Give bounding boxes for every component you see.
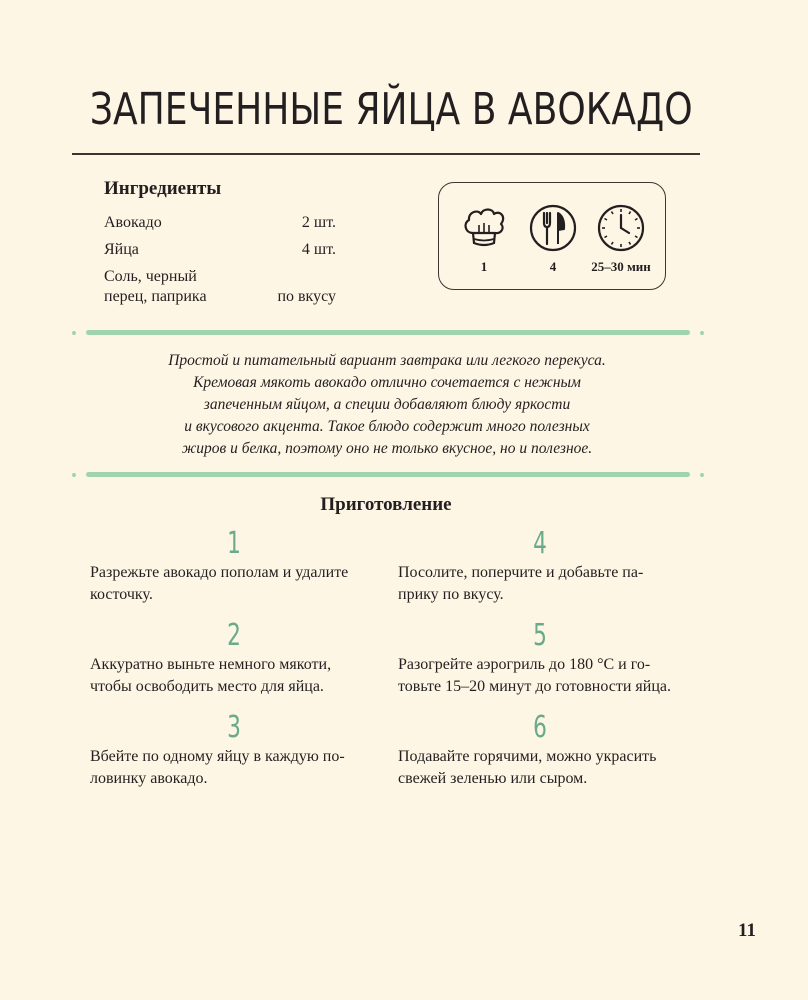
ingredients-heading: Ингредиенты [104,178,222,199]
step-number: 2 [227,618,241,653]
step-line: Вбейте по одному яйцу в каждую по- [90,748,345,765]
step-line: товьте 15–20 минут до готовности яйца. [398,678,671,695]
intro-line: Кремовая мякоть авокадо отлично сочетается с нежным [193,374,581,391]
ingredient-name: Соль, черный [104,268,197,285]
step-text [90,654,380,698]
step-line: прику по вкусу. [398,586,504,603]
intro-line: запеченным яйцом, а специи добавляют блюду яркости [203,396,571,413]
step-text [90,746,380,790]
plate-fork-knife-icon [528,203,578,253]
portions-count: 4 [549,259,557,274]
ingredient-name: Авокадо [104,214,162,231]
ingredient-qty: 2 шт. [301,214,336,231]
cooking-time: 25–30 мин [591,259,651,274]
recipe-info-box [438,182,666,290]
intro-line: Простой и питательный вариант завтрака или легкого перекуса. [168,352,606,369]
recipe-intro [90,350,684,460]
ingredient-qty: 4 шт. [301,241,336,258]
step-number: 6 [533,710,547,745]
ingredient-name: Яйца [104,241,139,258]
step-line: чтобы освободить место для яйца. [90,678,324,695]
step-text [398,562,688,606]
step-number: 4 [533,526,547,561]
page-number: 11 [738,920,756,941]
step-line: косточку. [90,586,153,603]
decorative-divider [72,472,704,478]
step-line: Аккуратно выньте немного мякоти, [90,656,332,673]
step-text [398,746,688,790]
title-divider [72,153,700,155]
servings-count: 1 [480,259,488,274]
recipe-title: ЗАПЕЧЕННЫЕ ЯЙЦА В АВОКАДО [89,84,693,135]
step-number: 1 [227,526,241,561]
step-line: свежей зеленью или сыром. [398,770,588,787]
step-line: ловинку авокадо. [90,770,208,787]
preparation-heading: Приготовление [320,494,452,515]
step-line: Разогрейте аэрогриль до 180 °С и го- [398,656,651,673]
intro-line: и вкусового акцента. Такое блюдо содержит много полезных [184,418,590,435]
intro-line: жиров и белка, поэтому оно не только вкусное, но и полезное. [181,440,593,457]
step-text [398,654,688,698]
step-line: Посолите, поперчите и добавьте па- [398,564,644,581]
ingredient-name: перец, паприка [104,288,207,305]
step-line: Подавайте горячими, можно украсить [398,748,657,765]
step-number: 5 [533,618,547,653]
ingredient-qty: по вкусу [277,288,336,305]
chef-hat-icon [459,203,509,253]
clock-icon [596,203,646,253]
step-number: 3 [227,710,241,745]
step-text [90,562,380,606]
decorative-divider [72,330,704,336]
step-line: Разрежьте авокадо пополам и удалите [90,564,349,581]
